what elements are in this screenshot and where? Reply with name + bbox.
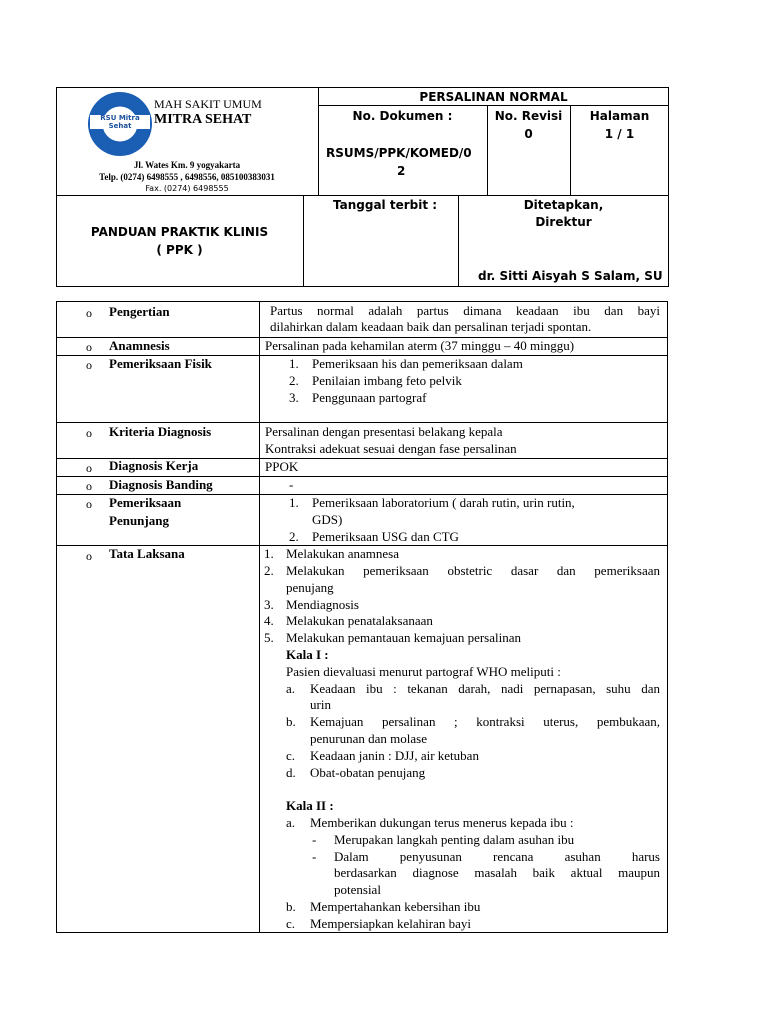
- kala1-item: Kemajuan persalinan ; kontraksi uterus, pembukaan,: [310, 714, 660, 729]
- list-dash: -: [312, 832, 317, 847]
- doc-no-value: RSUMS/PPK/KOMED/0: [326, 146, 472, 160]
- list-number: 3.: [264, 597, 274, 612]
- list-letter: d.: [286, 765, 296, 780]
- list-number: 1.: [289, 356, 299, 371]
- list-letter: a.: [286, 681, 296, 696]
- label-penunjang: Penunjang: [109, 513, 169, 528]
- doc-no-label: No. Dokumen :: [352, 109, 453, 123]
- list-letter: c.: [286, 916, 296, 931]
- list-number: 1.: [289, 495, 299, 510]
- kala1-item: Keadaan ibu : tekanan darah, nadi pernapasan, suhu dan: [310, 681, 660, 696]
- label-diagnosis-banding: Diagnosis Banding: [109, 477, 213, 492]
- pengertian-line2: dilahirkan dalam keadaan baik dan persalinan terjadi spontan.: [270, 319, 592, 334]
- guide-title: PANDUAN PRAKTIK KLINIS: [90, 225, 269, 239]
- list-number: 2.: [264, 563, 274, 578]
- kala1-item: Keadaan janin : DJJ, air ketuban: [310, 748, 479, 763]
- label-diagnosis-kerja: Diagnosis Kerja: [109, 458, 199, 473]
- guide-subtitle: ( PPK ): [156, 243, 203, 257]
- issue-date-label: Tanggal terbit :: [333, 198, 438, 212]
- list-number: 2.: [289, 373, 299, 388]
- page-value: 1 / 1: [604, 127, 635, 141]
- kala2-subitem-cont: potensial: [334, 882, 381, 897]
- label-pengertian: Pengertian: [109, 304, 170, 319]
- doc-title: PERSALINAN NORMAL: [419, 90, 568, 104]
- kala1-heading: Kala I :: [286, 647, 329, 662]
- kala1-intro: Pasien dievaluasi menurut partograf WHO meliputi :: [286, 664, 561, 679]
- page-label: Halaman: [589, 109, 650, 123]
- kala1-item-cont: urin: [310, 697, 331, 712]
- kala2-item: Mempersiapkan kelahiran bayi: [310, 916, 471, 931]
- tata-step: Melakukan pemantauan kemajuan persalinan: [286, 630, 521, 645]
- penunjang-item2: Pemeriksaan USG dan CTG: [312, 529, 459, 544]
- revision-label: No. Revisi: [494, 109, 563, 123]
- penunjang-item1-cont: GDS): [312, 512, 343, 527]
- hospital-fax: Fax. (0274) 6498555: [145, 184, 229, 193]
- tata-step: Melakukan pemeriksaan obstetric dasar dan pemeriksaan: [286, 563, 660, 578]
- list-number: 2.: [289, 529, 299, 544]
- pengertian-line1: Partus normal adalah partus dimana keadaan ibu dan bayi: [270, 303, 660, 318]
- approved-label: Ditetapkan,: [523, 198, 604, 212]
- diagnosis-kerja-text: PPOK: [265, 459, 299, 474]
- approved-role: Direktur: [535, 215, 592, 229]
- kala2-item: Mempertahankan kebersihan ibu: [310, 899, 481, 914]
- hospital-phone: Telp. (0274) 6498555 , 6498556, 085100383031: [99, 172, 275, 182]
- label-pemeriksaan: Pemeriksaan: [109, 495, 182, 510]
- row-bullet: o: [86, 306, 92, 320]
- fisik-item: Penilaian imbang feto pelvik: [312, 373, 462, 388]
- row-bullet: o: [86, 549, 92, 563]
- list-letter: b.: [286, 899, 296, 914]
- penunjang-item1: Pemeriksaan laboratorium ( darah rutin, urin rutin,: [312, 495, 575, 510]
- row-bullet: o: [86, 426, 92, 440]
- list-number: 5.: [264, 630, 274, 645]
- row-bullet: o: [86, 497, 92, 511]
- list-number: 3.: [289, 390, 299, 405]
- doc-no-value-cont: 2: [397, 164, 406, 178]
- diagnosis-banding-text: -: [289, 477, 294, 492]
- list-letter: a.: [286, 815, 296, 830]
- row-bullet: o: [86, 340, 92, 354]
- kala2-subitem: Dalam penyusunan rencana asuhan harus: [334, 849, 660, 864]
- kala1-item: Obat-obatan penujang: [310, 765, 426, 780]
- kriteria-line1: Persalinan dengan presentasi belakang kepala: [265, 424, 503, 439]
- kala2-subitem-cont: berdasarkan diagnose masalah baik aktual maupun: [334, 865, 660, 880]
- fisik-item: Pemeriksaan his dan pemeriksaan dalam: [312, 356, 523, 371]
- label-kriteria-diagnosis: Kriteria Diagnosis: [109, 424, 212, 439]
- list-dash: -: [312, 849, 317, 864]
- row-bullet: o: [86, 479, 92, 493]
- label-tata-laksana: Tata Laksana: [109, 546, 185, 561]
- kala2-item: Memberikan dukungan terus menerus kepada ibu :: [310, 815, 574, 830]
- label-anamnesis: Anamnesis: [109, 338, 170, 353]
- list-number: 1.: [264, 546, 274, 561]
- tata-step-cont: penujang: [286, 580, 334, 595]
- list-letter: c.: [286, 748, 296, 763]
- tata-step: Melakukan penatalaksanaan: [286, 613, 433, 628]
- row-bullet: o: [86, 461, 92, 475]
- fisik-item: Penggunaan partograf: [312, 390, 427, 405]
- logo-text: RSU Mitra Sehat: [100, 114, 140, 130]
- list-number: 4.: [264, 613, 274, 628]
- label-pemeriksaan-fisik: Pemeriksaan Fisik: [109, 356, 212, 371]
- kala1-item-cont: penurunan dan molase: [310, 731, 427, 746]
- tata-step: Mendiagnosis: [286, 597, 359, 612]
- revision-value: 0: [524, 127, 533, 141]
- director-name: dr. Sitti Aisyah S Salam, SU: [478, 269, 663, 283]
- list-letter: b.: [286, 714, 296, 729]
- kala2-heading: Kala II :: [286, 798, 334, 813]
- kriteria-line2: Kontraksi adekuat sesuai dengan fase persalinan: [265, 441, 517, 456]
- hospital-name: MITRA SEHAT: [154, 112, 252, 127]
- row-bullet: o: [86, 358, 92, 372]
- hospital-address: Jl. Wates Km. 9 yogyakarta: [133, 160, 241, 170]
- tata-step: Melakukan anamnesa: [286, 546, 399, 561]
- anamnesis-text: Persalinan pada kehamilan aterm (37 minggu – 40 minggu): [265, 338, 575, 353]
- kala2-subitem: Merupakan langkah penting dalam asuhan ibu: [334, 832, 575, 847]
- hospital-type: MAH SAKIT UMUM: [154, 97, 262, 111]
